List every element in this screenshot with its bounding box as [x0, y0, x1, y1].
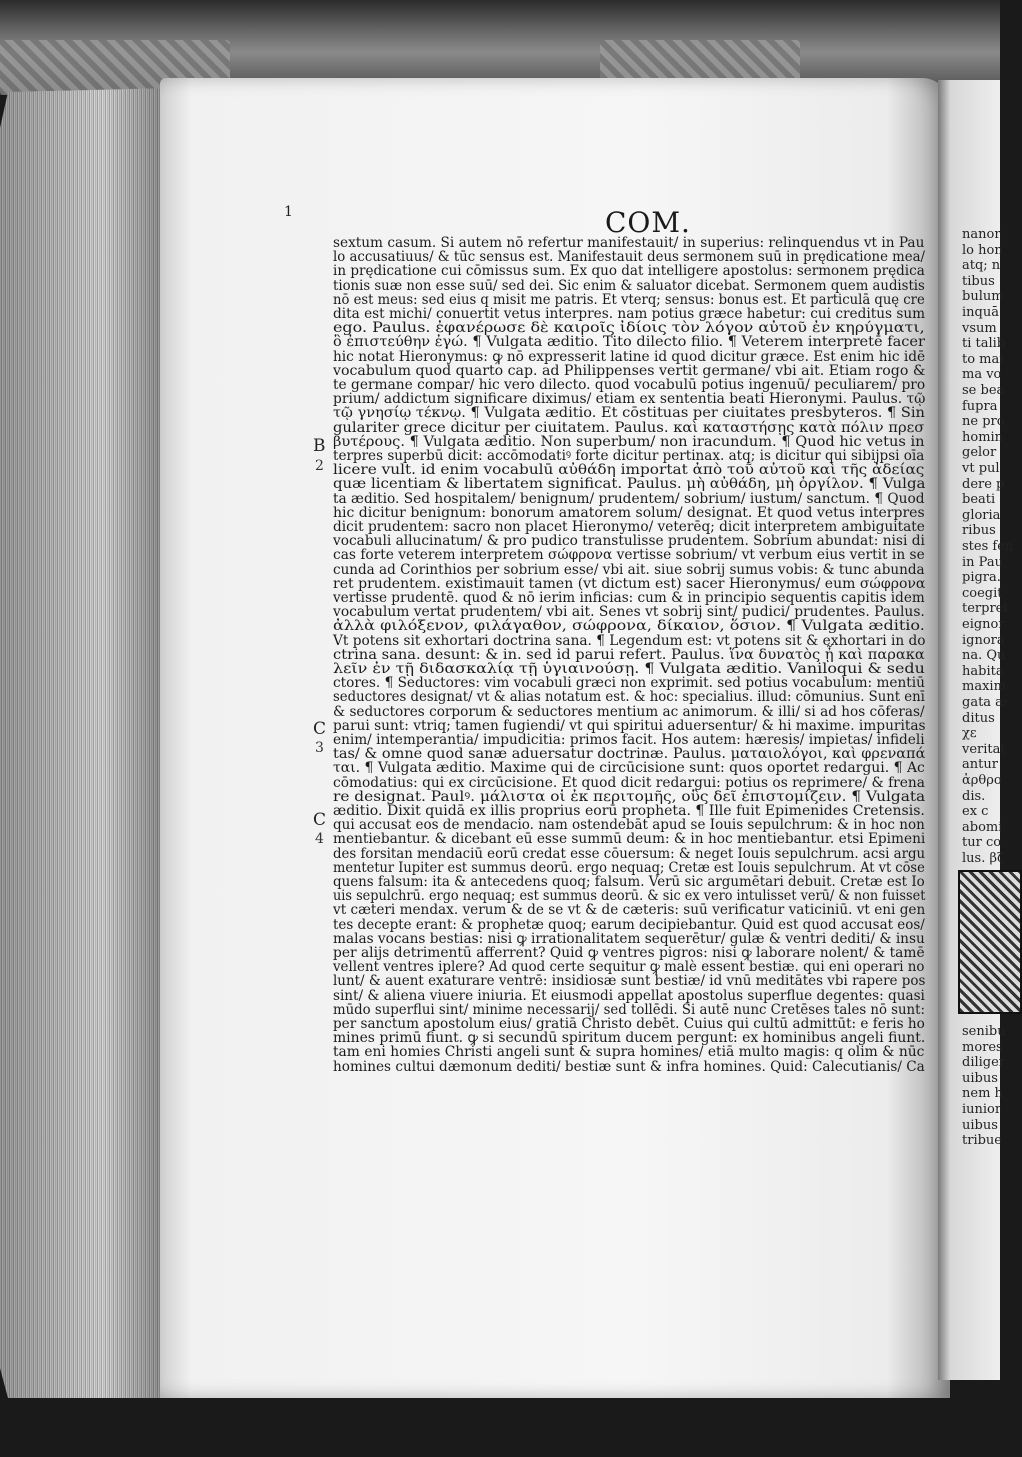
right-page-line: antur — [962, 757, 998, 773]
text-line: ta æditio. Sed hospitalem/ benignum/ prudentem/ sobrium/ iustum/ sanctum. ¶ Quod — [333, 490, 925, 507]
right-page-line: uibus — [962, 1070, 998, 1086]
text-line: nō est meus: sed eius q misit me patris. Et vterq; sensus: bonus est. Et particulā quę cre — [333, 291, 925, 308]
right-page-line: ti talib — [962, 336, 1006, 352]
margin-digit-4: 4 — [315, 831, 324, 847]
text-line: parui sunt: vtriq; tamen fugiendi/ vt qui spiritui aduersentur/ & hi maxime. impuritas — [333, 717, 926, 734]
right-page-line: χε — [962, 726, 977, 742]
text-line: cōmodatius: qui ex circūcisione. Et quod dicit redargui: potius os reprimere/ & frena — [333, 774, 925, 791]
text-line: tas/ & omne quod sanæ aduersatur doctrinæ. Paulus. ματαιολόγοι, καὶ φρεναπά — [333, 746, 926, 763]
text-line: tam eni homies Christi angeli sunt & supra homines/ etiā multo magis: q olim & nūc — [333, 1044, 925, 1061]
right-page-line: in Pau — [962, 554, 1003, 570]
text-line: vellent ventres iplere? Ad quod certe sequitur ꝙ malè essent bestiæ. qui eni operari no — [333, 959, 925, 976]
text-line: quens falsum: ita & antecedens quoq; falsum. Verū sic argumētari debuit. Cretæ est Io — [333, 874, 925, 890]
text-line: malas vocans bestias: nisi ꝙ irrationalitatem sequerētur/ gulæ & ventri dediti/ & insu — [333, 930, 925, 947]
right-page-line: habita — [962, 663, 1004, 679]
right-page-line: inquā — [962, 305, 999, 320]
right-page-line: se bea — [962, 383, 1005, 398]
right-page-line: lo hon — [962, 242, 1003, 258]
right-page-line: coegit — [962, 585, 1003, 601]
right-page-line: maxim — [962, 679, 1006, 695]
verso-page-fragment — [938, 80, 1014, 1380]
right-page-line: tibus — [962, 273, 995, 289]
text-line: & seductores corporum & seductores mentium ac animorum. & illi/ si ad hos cōferas/ — [333, 703, 925, 720]
right-page-line: ἀρθρο — [962, 773, 1002, 788]
right-page-line: ignora — [962, 632, 1005, 648]
text-line: τῷ γνησίῳ τέκνῳ. ¶ Vulgata æditio. Et cōstituas per ciuitates presbyteros. ¶ Sin — [333, 405, 925, 422]
text-line: sint/ & aliena viuere iniuria. Et eiusmodi appellat apostolus superflue degentes: quasi — [333, 987, 925, 1004]
text-line: λεῖν ἐν τῇ διδασκαλίᾳ τῇ ὑγιαινούσῃ. ¶ Vulgata æditio. Vaniloqui & sedu — [333, 661, 925, 677]
text-line: mines primū fiunt. ꝙ si secundū spiritum ducem pergunt: ex hominibus angeli fiunt. — [333, 1030, 926, 1047]
right-page-line: eignor — [962, 617, 1005, 632]
text-line: ret prudentem. existimauit tamen (vt dictum est) sacer Hieronymus/ eum σώφρονα — [333, 575, 926, 592]
text-line: dita est michi/ conuertit vetus interpres. nam potius græce habetur: cui creditus sum — [333, 306, 926, 322]
text-line: ego. Paulus. ἐφανέρωσε δὲ καιροῖς ἰδίοις τὸν λόγον αὐτοῦ ἐν κηρύγματι, — [333, 320, 925, 337]
right-page-line: mores — [962, 1039, 1003, 1055]
right-page-line: dere p — [962, 476, 1005, 492]
text-line: vt cæteri mendax. verum & de se vt & de cæteris: suū verificatur vaticiniū. vt eni gen — [333, 902, 926, 919]
right-page-line: bulum — [962, 289, 1004, 305]
right-page-line: gelor — [962, 445, 997, 461]
right-page-line: ex c — [962, 804, 989, 820]
text-line: vocabulum quod quarto cap. ad Philippenses vertit germane/ vbi ait. Etiam rogo & — [333, 362, 926, 379]
right-page-line: iunior — [962, 1102, 1002, 1117]
right-page-line: nem h — [962, 1086, 1003, 1102]
text-line: cunda ad Corinthios per sobrium esse/ vbi ait. siue sobrij sumus vobis: & tunc abunda — [333, 561, 925, 578]
text-line: seductores designat/ vt & alias notatum est. & hoc: specialius. illud: cōmunius. Sunt enī — [333, 689, 925, 706]
right-page-line: senibu — [962, 1024, 1006, 1039]
text-line: terpres superbū dicit: accōmodatiꝰ forte dicitur pertinax. atq; is dicitur qui sibijpsi oīa — [333, 448, 925, 464]
right-page-line: na. Qu — [962, 648, 1006, 664]
text-line: per sanctum apostolum eius/ gratiā Christo debēt. Cuius qui cultū admittūt: e feris ho — [333, 1016, 925, 1032]
right-page-line: lus. βζ — [962, 851, 1005, 866]
right-page-line: vsum — [962, 320, 997, 336]
margin-letter-c: C — [313, 810, 327, 830]
text-line: lo accusatiuus/ & tūc sensus est. Manifestauit deus sermonem suū in prędicatione mea/ — [333, 249, 926, 266]
right-page-line: abomi — [962, 819, 1003, 835]
text-line: hic notat Hieronymus: ꝙ nō expresserit latine id quod dicitur græce. Est enim hic idē — [333, 348, 926, 365]
text-line: re designat. Paulꝰ. μάλιστα οἱ ἐκ περιτομῆς, οὓς δεῖ ἐπιστομίζειν. ¶ Vulgata — [333, 788, 926, 805]
text-line: ται. ¶ Vulgata æditio. Maxime qui de circūcisione sunt: quos oportet redargui. ¶ Ac — [333, 760, 925, 777]
text-line: enim/ intemperantia/ impudicitia: primos facit. Hos autem: hæresis/ impietas/ infideli — [333, 732, 925, 748]
text-line: prium/ addictum significare diximus/ etiam ex sententia beati Hieronymi. Paulus. τῷ — [333, 391, 926, 408]
text-line: homines cultui dæmonum dediti/ bestiæ sunt & infra homines. Quid: Calecutianis/ Ca — [333, 1058, 925, 1075]
text-line: æditio. Dixit quidā ex illis proprius eorū propheta. ¶ Ille fuit Epimenides Cretensis. — [333, 803, 925, 819]
text-line: quæ licentiam & libertatem significat. Paulus. μὴ αὐθάδη, μὴ ὀργίλον. ¶ Vulga — [333, 476, 926, 493]
text-line: per alijs detrimentū afferrent? Quid ꝙ ventres pigros: nisi ꝙ laborare nolent/ & tamē — [333, 945, 925, 961]
text-line: mūdo superflui sint/ minime necessarij/ sed tollēdi. Si autē nunc Cretēses tales nō sunt: — [333, 1001, 925, 1018]
text-line: βυτέρους. ¶ Vulgata æditio. Non superbum/ non iracundum. ¶ Quod hic vetus in — [333, 433, 925, 450]
text-line: mentetur Iupiter est summus deorū. ergo nequaq; Cretæ est Iouis sepulchrum. At vt cōse — [333, 859, 925, 876]
right-page-line: homin — [962, 429, 1004, 445]
page-fore-edge — [0, 88, 172, 1398]
text-line: ctrina sana. desunt: & in. sed id parui refert. Paulus. ἵνα δυνατὸς ᾖ καὶ παρακα — [333, 646, 925, 663]
right-page-line: gloria — [962, 507, 1001, 523]
right-page-line: vt pul — [962, 461, 1000, 476]
right-page-line: gata æ — [962, 695, 1008, 710]
right-page-line: to mai — [962, 351, 1004, 367]
right-page-line: veritat — [962, 741, 1006, 757]
text-line: ctores. ¶ Seductores: vim vocabuli græci non exprimit. sed potius vocabulum: mentiū — [333, 675, 925, 692]
right-page-line: pigra. — [962, 570, 1001, 586]
text-line: qui accusat eos de mendacio. nam ostendebāt apud se Iouis sepulchrum: & in hoc non — [333, 817, 925, 834]
text-line: licere vult. id enim vocabulū αὐθάδη importat ἀπὸ τοῦ αὐτοῦ καὶ τῆς ἀδείας — [333, 462, 925, 479]
text-line: vertisse prudentē. quod & nō ierim inficias: cum & in principio sequentis capitis idem — [333, 590, 925, 606]
right-page-line: ne pro — [962, 414, 1005, 430]
text-line: lunt/ & auent exaturare ventrē: insidiosæ sunt bestiæ/ id vnū meditātes vbi rapere pos — [333, 973, 926, 990]
text-line: te germane compar/ hic vero dilecto. quod vocabulū potius ingenuū/ peculiarem/ pro — [333, 377, 926, 393]
margin-letter-b: B — [313, 436, 326, 456]
margin-digit-3: 3 — [315, 740, 324, 756]
text-line: des forsitan mendaciū eorū credat esse cōuersum: & neget Iouis sepulchrum. acsi argu — [333, 845, 926, 862]
text-line: Vt potens sit exhortari doctrina sana. ¶ Legendum est: vt potens sit & exhortari in do — [333, 632, 926, 649]
text-line: vocabulum vertat prudentem/ vbi ait. Senes vt sobrij sint/ pudici/ prudentes. Paulus. — [333, 604, 925, 621]
right-page-line: atq; n — [962, 258, 1001, 274]
text-line: tionis suæ non esse suū/ sed dei. Sic enim & saluator dicebat. Sermonem quem audistis — [333, 277, 925, 294]
right-page-line: tur co — [962, 835, 1002, 851]
folio-number: 1 — [284, 204, 293, 220]
right-page-line: uibus — [962, 1117, 998, 1133]
text-line: uis sepulchrū. ergo nequaq; est summus deorū. & sic ex vero intulisset verū/ & non fuisset — [333, 888, 926, 905]
margin-letter-c: C — [313, 719, 327, 739]
margin-digit-2: 2 — [315, 458, 324, 474]
right-page-line: stes fen — [962, 539, 1014, 554]
text-line: hic dicitur benignum: bonorum amatorem solum/ designat. Et quod vetus interpres — [333, 504, 925, 521]
right-page-line: diliger — [962, 1055, 1006, 1071]
right-page-line: ma vo — [962, 367, 1002, 383]
text-line: dicit prudentem: sacro non placet Hieronymo/ veterēq; dicit interpretem ambiguitate — [333, 519, 925, 535]
right-page-line: ditus — [962, 710, 995, 726]
text-line: sextum casum. Si autem nō refertur manifestauit/ in superius: relinquendus vt in Pau — [333, 235, 925, 251]
right-page-line: fupra — [962, 398, 998, 414]
text-line: vocabuli allucinatum/ & pro pudico transtulisse prudentem. Sobrium abundat: nisi di — [333, 533, 925, 550]
right-page-line: tribue — [962, 1133, 1002, 1149]
running-head: COM. — [605, 206, 691, 239]
text-line: ὃ ἐπιστεύθην ἐγώ. ¶ Vulgata æditio. Tito dilecto filio. ¶ Veterem interpretē facer — [333, 334, 926, 351]
right-page-line: beati — [962, 492, 996, 508]
woodcut-initial — [958, 870, 1022, 1014]
right-page-line: nanor — [962, 227, 1001, 242]
right-page-line: dis. — [962, 788, 986, 804]
text-line: gulariter grece dicitur per ciuitatem. Paulus. καὶ καταστήσῃς κατὰ πόλιν πρεσ — [333, 419, 925, 436]
text-line: cas forte veterem interpretem σώφρονα vertisse sobrium/ vt verbum eius vertit in se — [333, 547, 925, 564]
text-line: ἀλλὰ φιλόξενον, φιλάγαθον, σώφρονα, δίκαιον, ὅσιον. ¶ Vulgata æditio. — [333, 618, 925, 635]
right-page-line: terpret — [962, 601, 1009, 617]
text-line: in prędicatione cui cōmissus sum. Ex quo dat intelligere apostolus: sermonem prędica — [333, 263, 925, 280]
right-page-line: ribus — [962, 523, 996, 539]
text-line: tes decepte erant: & prophetæ quoq; earum decipiebantur. Quid est quod accusat eos/ — [333, 916, 925, 933]
text-line: mentiebantur. & dicebant eū esse summū deum: & in hoc mentiebantur. etsi Epimeni — [333, 831, 926, 848]
